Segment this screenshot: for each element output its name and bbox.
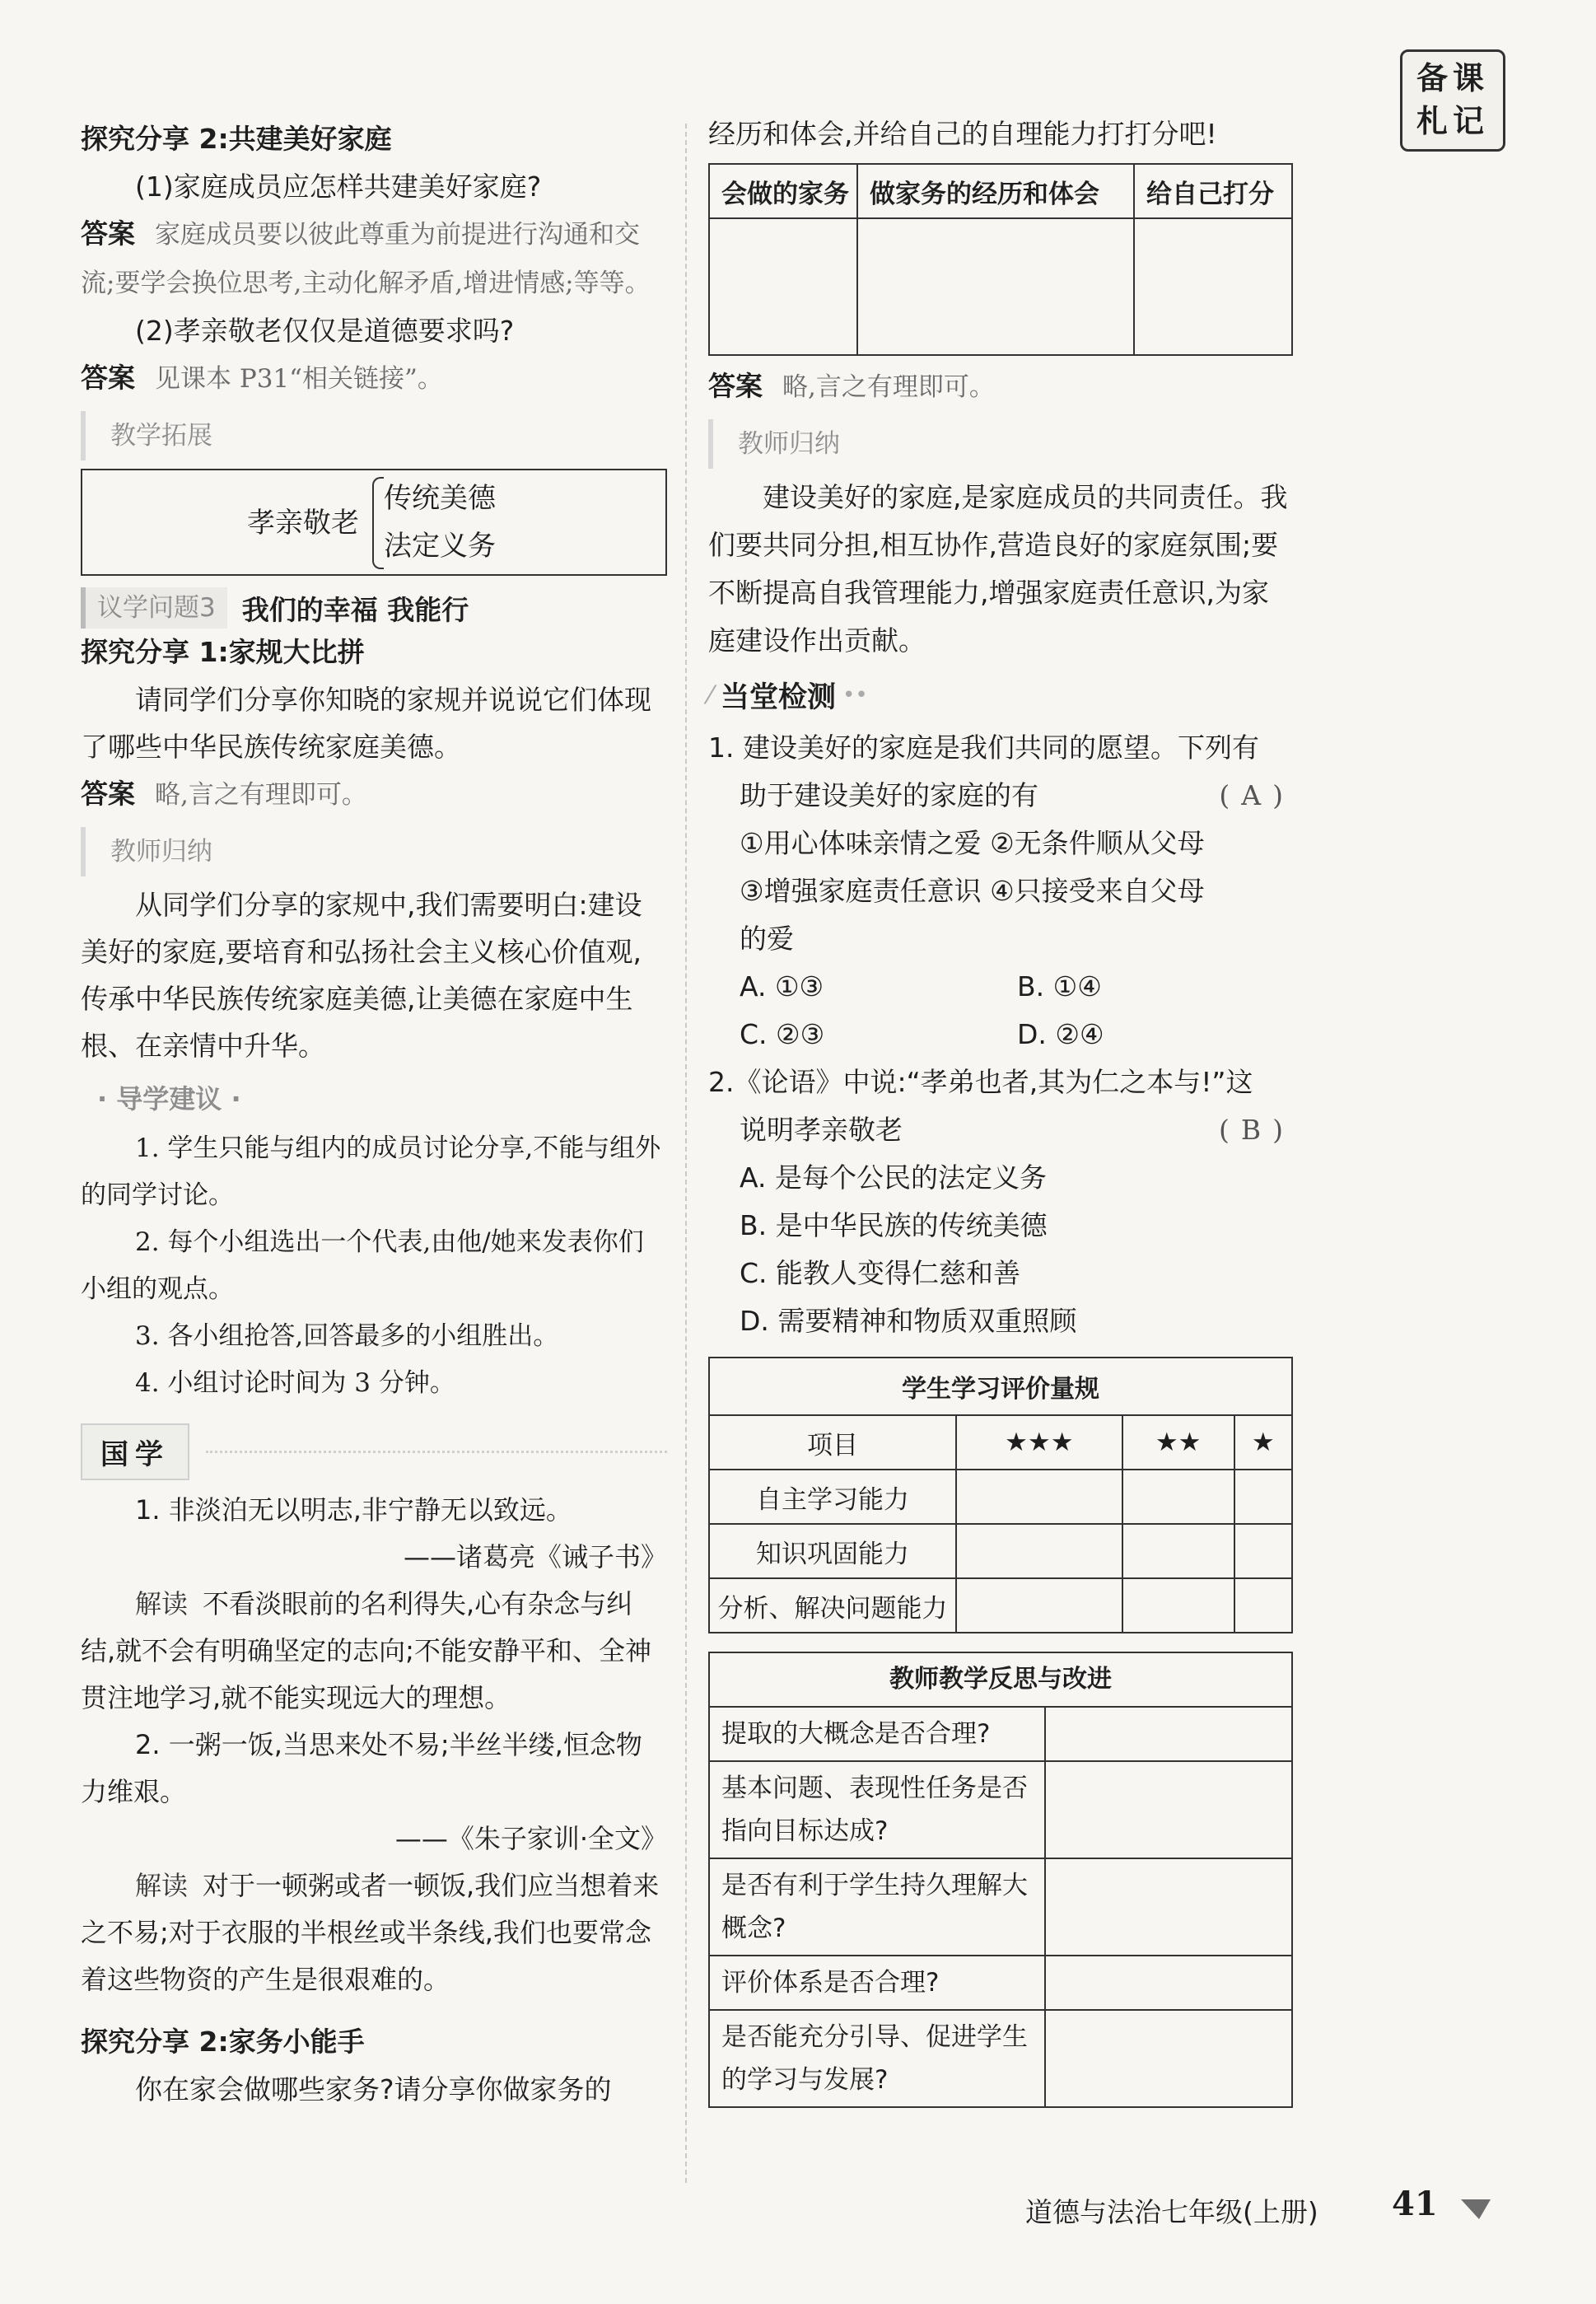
right-column [708,115,1295,2108]
chores-table [708,163,1293,356]
eval-header: ★★ [1122,1415,1234,1470]
explore-share-1-title: 探究分享 1:家规大比拼 [81,636,365,668]
quote-1: 1. 非淡泊无以明志,非宁静无以致远。 [135,1494,572,1526]
teacher-summary-text: 建设美好的家庭,是家庭成员的共同责任。我们要共同分担,相互协作,营造良好的家庭氛围;要不断提高自我管理能力,增强家庭责任意识,为家庭建设作出贡献。 [708,481,1288,657]
explore-share-1-text: 请同学们分享你知晓的家规并说说它们体现了哪些中华民族传统家庭美德。 [81,684,651,763]
reflection-table [708,1652,1293,2108]
q1-statement-3: 的爱 [740,923,794,955]
question-2: (2)孝亲敬老仅仅是道德要求吗? [135,315,515,347]
extension-main: 孝亲敬老 [247,507,359,540]
guide-item: 1. 学生只能与组内的成员讨论分享,不能与组外的同学讨论。 [81,1133,661,1210]
evaluation-table [708,1357,1293,1633]
q1-option-d[interactable]: D. ②④ [1017,1018,1104,1050]
q1-option-a[interactable]: A. ①③ [740,970,824,1002]
quote-1-source: ——诸葛亮《诫子书》 [403,1541,667,1573]
explore-share-2-title: 探究分享 2:共建美好家庭 [81,123,392,155]
eval-cell[interactable] [956,1470,1122,1524]
continued-text: 经历和体会,并给自己的自理能力打打分吧! [708,118,1217,150]
guide-list [81,1125,667,1407]
reflection-cell[interactable] [1045,1761,1292,1858]
explore-share-2b-text: 你在家会做哪些家务?请分享你做家务的 [135,2073,612,2105]
q2-option-a[interactable]: A. 是每个公民的法定义务 [740,1161,1047,1194]
question-1: (1)家庭成员应怎样共建美好家庭? [135,171,542,203]
eval-cell[interactable] [956,1524,1122,1578]
question-block-1 [708,724,1295,1059]
dots-icon: •• [842,683,868,708]
q1-stem-b [708,772,1295,820]
q1-answer: (A) [1219,779,1295,811]
q2-option-c[interactable]: C. 能教人变得仁慈和善 [740,1257,1021,1289]
reflection-cell[interactable] [1045,2010,1292,2107]
chores-cell [709,218,857,355]
answer-chores [708,362,1295,411]
answer-1-text: 家庭成员要以彼此尊重为前提进行沟通和交流;要学会换位思考,主动化解矛盾,增进情感;等等。 [81,220,651,298]
teacher-summary-text: 从同学们分享的家规中,我们需要明白:建设美好的家庭,要培育和弘扬社会主义核心价值观,传承中华民族传统家庭美德,让美德在家庭中生根、在亲情中升华。 [81,889,642,1062]
brace-shape [372,477,384,569]
reflection-cell[interactable] [1045,1956,1292,2010]
chores-header-1: 会做的家务 [709,164,857,218]
quote-2: 2. 一粥一饭,当思来处不易;半丝半缕,恒念物力维艰。 [81,1729,642,1807]
q1-options-row-1 [708,963,1295,1011]
guide-item: 2. 每个小组选出一个代表,由他/她来发表你们小组的观点。 [81,1227,644,1304]
q1-statement-1: ①用心体味亲情之爱 ②无条件顺从父母 [740,827,1205,859]
quote-1-interpretation [81,1581,667,1722]
eval-header: ★ [1234,1415,1292,1470]
answer-3 [81,770,667,819]
q1-options-row-2 [708,1011,1295,1059]
answer-label: 答案 [81,217,135,250]
quote-2-interpretation [81,1862,667,2003]
answer-2 [81,354,667,403]
eval-cell[interactable] [956,1578,1122,1633]
reflection-item: 是否有利于学生持久理解大概念? [709,1858,1045,1956]
q2-option-b[interactable]: B. 是中华民族的传统美德 [740,1209,1048,1241]
notes-badge-line1: 备课 [1416,60,1489,96]
eval-cell[interactable] [1122,1524,1234,1578]
chores-header-2: 做家务的经历和体会 [857,164,1134,218]
guide-title: · 导学建议 · [97,1083,241,1115]
book-title-footer: 道德与法治七年级(上册) [1025,2196,1318,2228]
reflection-cell[interactable] [1045,1858,1292,1956]
eval-row-label: 知识巩固能力 [709,1524,956,1578]
in-class-test-title: 当堂检测 [721,681,837,714]
evaluation-title: 学生学习评价量规 [709,1358,1292,1415]
dotted-line [206,1451,667,1453]
quote-2-source: ——《朱子家训·全文》 [394,1823,667,1854]
guoxue-header [81,1423,667,1480]
answer-label: 答案 [81,362,135,394]
answer-chores-text: 略,言之有理即可。 [782,372,995,402]
chores-cell [1134,218,1292,355]
q1-stem-b-text: 助于建设美好的家庭的有 [740,779,1038,811]
q1-option-b[interactable]: B. ①④ [1017,970,1102,1002]
teacher-summary-tag: 教师归纳 [81,827,667,876]
notes-badge [1400,49,1505,152]
q2-stem-b [708,1106,1295,1154]
reflection-item: 提取的大概念是否合理? [709,1707,1045,1761]
answer-label: 答案 [81,778,135,810]
eval-cell[interactable] [1234,1524,1292,1578]
left-column [81,115,667,2113]
q2-option-d[interactable]: D. 需要精神和物质双重照顾 [740,1305,1077,1337]
quote-2-interpretation-text: 对于一顿粥或者一顿饭,我们应当想着来之不易;对于衣服的半根丝或半条线,我们也要常念着这些物资的产生是很艰难的。 [81,1870,660,1995]
guide-item: 4. 小组讨论时间为 3 分钟。 [135,1368,455,1398]
q1-stem-a: 1. 建设美好的家庭是我们共同的愿望。下列有 [708,731,1259,764]
q2-answer: (B) [1219,1114,1295,1146]
extension-box [81,469,667,576]
eval-cell[interactable] [1122,1470,1234,1524]
extension-item-2: 法定义务 [384,530,496,563]
chores-header-3: 给自己打分 [1134,164,1292,218]
reflection-item: 基本问题、表现性任务是否指向目标达成? [709,1761,1045,1858]
column-divider [685,124,687,2183]
eval-row-label: 分析、解决问题能力 [709,1578,956,1633]
teacher-summary-tag: 教师归纳 [708,419,1295,469]
q1-statement-2: ③增强家庭责任意识 ④只接受来自父母 [740,875,1205,907]
quote-1-interpretation-text: 不看淡眼前的名利得失,心有杂念与纠结,就不会有明确坚定的志向;不能安静平和、全神贯注地学习,就不能实现远大的理想。 [81,1588,651,1713]
eval-header: ★★★ [956,1415,1122,1470]
guoxue-badge: 国学 [81,1423,189,1480]
guide-item: 3. 各小组抢答,回答最多的小组胜出。 [135,1321,559,1351]
answer-3-text: 略,言之有理即可。 [155,780,367,810]
teaching-extension-tag: 教学拓展 [81,411,667,460]
answer-label: 答案 [708,370,763,402]
q2-stem-a: 2.《论语》中说:“孝弟也者,其为仁之本与!”这 [708,1066,1253,1098]
reflection-title: 教师教学反思与改进 [709,1652,1292,1707]
interpretation-label: 解读 [135,1870,189,1901]
extension-item-1: 传统美德 [384,482,496,515]
q1-option-c[interactable]: C. ②③ [740,1018,825,1050]
reflection-cell[interactable] [1045,1707,1292,1761]
answer-2-text: 见课本 P31“相关链接”。 [155,364,443,394]
discussion-tag: 议学问题3 [81,587,227,629]
answer-1 [81,210,667,307]
question-block-2 [708,1059,1295,1345]
page-number: 41 [1392,2185,1438,2223]
chores-cell [857,218,1134,355]
eval-row-label: 自主学习能力 [709,1470,956,1524]
teacher-summary-block [708,474,1295,665]
reflection-item: 是否能充分引导、促进学生的学习与发展? [709,2010,1045,2107]
q2-stem-b-text: 说明孝亲敬老 [740,1114,903,1146]
eval-cell[interactable] [1234,1470,1292,1524]
discussion-title: 我们的幸福 我能行 [241,593,469,626]
in-class-test-header [708,675,1295,716]
eval-cell[interactable] [1234,1578,1292,1633]
discussion-question-3 [81,587,667,629]
interpretation-label: 解读 [135,1588,189,1619]
guoxue-content [81,1487,667,2003]
slash-icon: ⁄ [708,680,713,710]
explore-share-2b-title: 探究分享 2:家务小能手 [81,2026,365,2058]
reflection-item: 评价体系是否合理? [709,1956,1045,2010]
eval-header: 项目 [709,1415,956,1470]
notes-badge-line2: 札记 [1416,103,1489,139]
footer-arrow-icon [1458,2191,1497,2224]
eval-cell[interactable] [1122,1578,1234,1633]
